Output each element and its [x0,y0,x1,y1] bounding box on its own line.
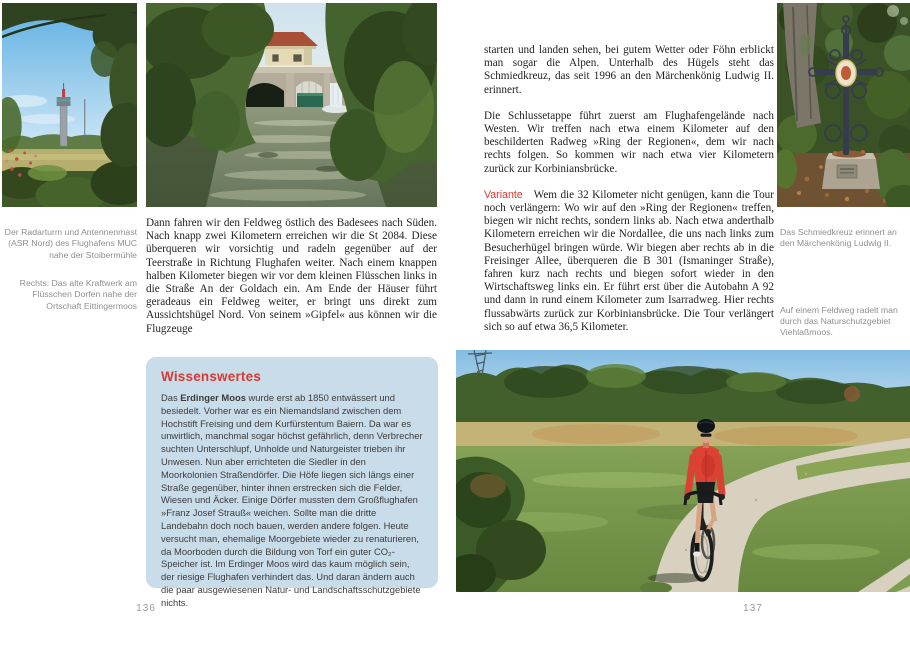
infobox-title: Wissenswertes [161,369,262,384]
right-captions [780,227,908,339]
variante-text: Wem die 32 Kilometer nicht genügen, kann die Tour noch verlängern: Wo wir auf den »Ring der Regionen« treffen, biegen wir nicht rechts, sondern links ab. Nach etwa anderthalb Kilometern erreichen wir die Nordallee, die uns nach links zum Besucherhügel bringen würde. Wir biegen aber rechts ab in die Freisinger Allee, überqueren die B 301 (Ismaninger Straße), fahren kurz nach rechts und biegen sofort wieder in den Wirtschaftsweg links ein. Er führt erst über die Autobahn A 92 und dann in rund einem Kilometer zum Isarradweg. Hier rechts flussabwärts zurück zur Korbiniansbrücke. Die Tour verlängert sich so auf etwa 36,5 Kilometer. [484,188,774,333]
photo-schmiedkreuz-cross [777,3,910,207]
right-paragraph-1: starten und landen sehen, bei gutem Wetter oder Föhn erblickt man sogar die Alpen. Unterhalb des Hügels steht das Schmiedkreuz, das seit 1996 an den Märchenkönig Ludwig II. erinnert. [484,44,774,96]
infobox-wissenswertes [146,357,438,608]
photo-lock-building [146,3,437,207]
caption-radar-tower: Der Radarturm und Antennenmast (ASR Nord) des Flughafens MUC nahe der Stoibermühle [4,227,137,260]
caption-kraftwerk: Rechts: Das alte Kraftwerk am Flüsschen Dorfen nahe der Ortschaft Eittingermoos [19,277,137,311]
caption-feldweg: Auf einem Feldweg radelt man durch das Naturschutzgebiet Viehlaßmoos. [780,304,898,338]
infobox-text-rest: wurde erst ab 1850 entwässert und besiedelt. Vorher war es ein Niemandsland zwischen dem Hochstift Freising und dem Kurfürstentum Baiern. Da war es unwirtlich, manchmal sogar höchst gefährlich, denn Verbrecher suchten Unterschlupf, Unholde und Naturgeister trieben ihr Unwesen. Nun aber errichteten die Siedler in den Moorkolonien Straßendörfer. Die Höfe liegen sich längs einer Straße gegenüber, hinter ihnen erstrecken sich die Felder, Wiesen und Äcker. Einige Dörfer mussten dem Großflughafen »Franz Josef Strauß« weichen. Sollte man die dritte Landebahn doch noch bauen, werden andere folgen. Heute versucht man, ehemalige Moorgebiete wieder zu renaturieren, da Moorboden durch die Bildung von Torf ein guter CO₂-Speicher ist. Im Erdinger Moos wird das kaum möglich sein, der riesige Flughafen verhindert das. Und daran ändern auch die paar ausgewiesenen Natur- und Landschaftsschutzgebiete nichts. [161,392,423,608]
schmiedkreuz-illustration [777,3,910,207]
infobox-text [161,392,423,610]
right-paragraph-variante [484,189,774,334]
photo-cyclist-path [456,350,910,592]
page-number-left: 136 [136,603,156,614]
caption-schmiedkreuz: Das Schmiedkreuz erinnert an den Märchenkönig Ludwig II. [780,227,897,249]
left-captions [0,227,137,312]
page-number-right: 137 [743,603,763,614]
right-paragraph-2: Die Schlussetappe führt zuerst am Flughafengelände nach Westen. Wir treffen nach etwa einem Kilometer auf den beschilderten Radweg »Ring der Regionen«, dem wir nach rechts folgen. So kommen wir nach etwa vier Kilometern zurück zur Korbiniansbrücke. [484,109,774,175]
cyclist-path-illustration [456,350,910,592]
left-body-paragraph: Dann fahren wir den Feldweg östlich des Badesees nach Süden. Nach knapp zwei Kilometern erreichen wir die St 2084. Diese überqueren wir vorsichtig und radeln gegenüber auf der Teerstraße in Richtung Flughafen weiter. Nach einem knappen halben Kilometer biegen wir vor dem kleinen Flüsschen links in die Straße An der Goldach ein. Am Ende der Häuser führt geradeaus ein Feldweg weiter, er bringt uns direkt zum Aussichtshügel Nord. Von seinem »Gipfel« aus können wir die Flugzeuge [146,217,437,335]
right-column-text [484,44,774,347]
radar-tower-illustration [2,3,137,207]
variante-label: Variante [484,188,523,201]
lock-building-illustration [146,3,437,207]
infobox-text-prefix: Das [161,392,181,403]
left-column-text [146,217,437,336]
infobox-text-bold: Erdinger Moos [180,392,246,403]
photo-radar-tower [2,3,137,207]
